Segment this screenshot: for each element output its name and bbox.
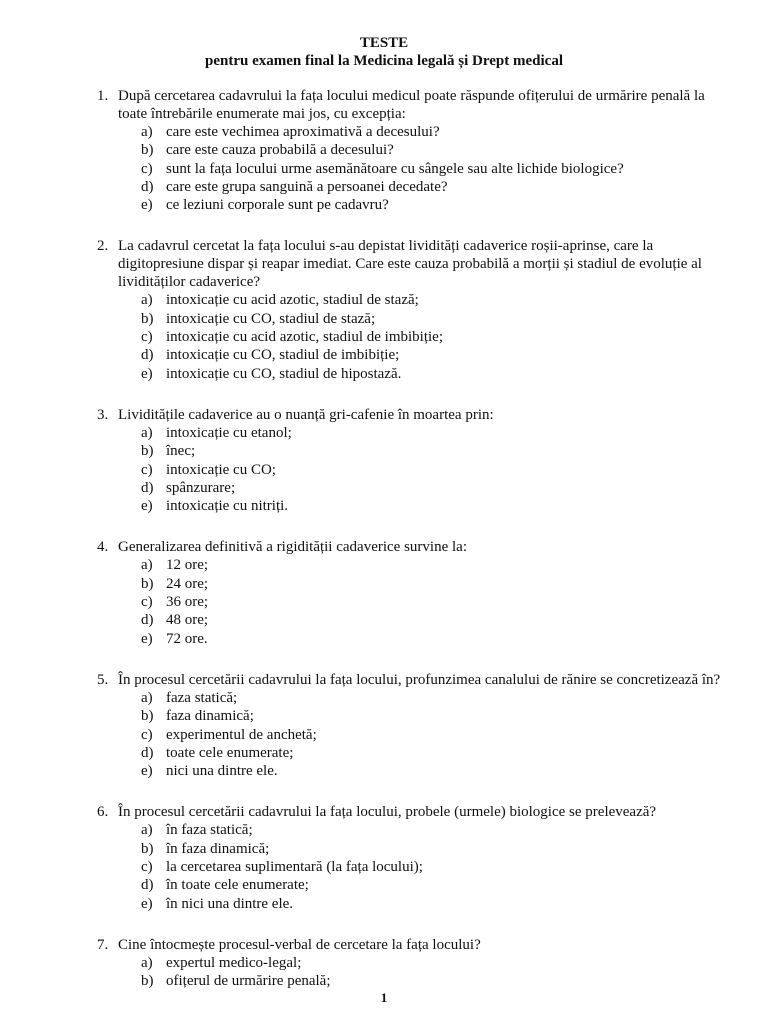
answer-option: [0, 424, 768, 442]
question-item: [0, 936, 768, 991]
answer-text: 24 ore;: [166, 575, 209, 592]
page-subtitle: pentru examen final la Medicina legală și Drept medical: [204, 53, 564, 69]
answer-option: [0, 762, 768, 780]
answer-option: [0, 497, 768, 515]
question-body: După cercetarea cadavrului la fața locului medicul poate răspunde ofițerului de urmărire penală la toate întrebările enumerate mai jos, cu excepția:: [118, 88, 705, 122]
question-text: [0, 406, 728, 424]
question-item: [0, 237, 768, 382]
answer-option: [0, 744, 768, 762]
question-number: 2.: [97, 238, 109, 255]
answer-option: [0, 310, 768, 328]
question-number: 4.: [97, 539, 109, 556]
question-item: [0, 406, 768, 515]
answer-option: [0, 196, 768, 214]
question-item: [0, 671, 768, 780]
answer-text: intoxicație cu acid azotic, stadiul de stază;: [166, 292, 419, 309]
answer-letter: e): [141, 895, 153, 912]
answer-text: intoxicație cu CO, stadiul de imbibiție;: [166, 347, 400, 364]
answer-letter: d): [141, 347, 154, 364]
answer-option: [0, 461, 768, 479]
answer-option: [0, 365, 768, 383]
answer-option: [0, 575, 768, 593]
answer-text: intoxicație cu acid azotic, stadiul de imbibiție;: [166, 329, 443, 346]
answer-letter: a): [141, 557, 153, 574]
question-list: [0, 87, 768, 1014]
answer-letter: e): [141, 197, 153, 214]
answer-letter: c): [141, 461, 153, 478]
answer-option: [0, 123, 768, 141]
answer-text: faza dinamică;: [166, 708, 254, 725]
answer-option: [0, 593, 768, 611]
answer-letter: e): [141, 498, 153, 515]
question-text: [0, 237, 728, 291]
answer-text: sunt la fața locului urme asemănătoare cu sângele sau alte lichide biologice?: [166, 160, 624, 177]
answer-option: [0, 141, 768, 159]
page-number: 1: [380, 990, 388, 1005]
answer-option: [0, 840, 768, 858]
answer-letter: b): [141, 973, 154, 990]
answer-letter: d): [141, 877, 154, 894]
answer-text: în faza dinamică;: [166, 840, 270, 857]
answer-option: [0, 876, 768, 894]
answer-option: [0, 895, 768, 913]
answer-option: [0, 479, 768, 497]
answer-letter: a): [141, 124, 153, 140]
answer-option: [0, 726, 768, 744]
answer-option: [0, 442, 768, 460]
question-item: [0, 803, 768, 912]
answer-letter: e): [141, 365, 153, 382]
answer-letter: b): [141, 575, 154, 592]
page-title: TESTE: [359, 35, 409, 51]
answer-text: intoxicație cu CO, stadiul de hipostază.: [166, 365, 402, 382]
question-text: [0, 936, 728, 954]
answer-text: expertul medico-legal;: [166, 954, 302, 971]
answer-text: care este vechimea aproximativă a decesului?: [166, 124, 440, 140]
answer-option: [0, 972, 768, 990]
answer-letter: d): [141, 178, 154, 195]
answer-text: care este grupa sanguină a persoanei decedate?: [166, 178, 448, 195]
answer-option: [0, 178, 768, 196]
answer-text: care este cauza probabilă a decesului?: [166, 142, 394, 159]
answer-text: ce leziuni corporale sunt pe cadavru?: [166, 197, 389, 214]
answer-option: [0, 707, 768, 725]
question-text: [0, 803, 728, 821]
answer-letter: a): [141, 424, 153, 441]
answer-letter: e): [141, 763, 153, 780]
answer-letter: b): [141, 310, 154, 327]
answer-letter: a): [141, 954, 153, 971]
answer-letter: c): [141, 594, 153, 611]
answer-text: toate cele enumerate;: [166, 744, 294, 761]
answer-letter: b): [141, 840, 154, 857]
answer-text: intoxicație cu CO;: [166, 461, 276, 478]
question-body: Generalizarea definitivă a rigidității cadaverice survine la:: [118, 539, 467, 556]
question-text: [0, 538, 728, 556]
answer-text: 72 ore.: [166, 630, 208, 647]
question-number: 1.: [97, 88, 109, 104]
answer-option: [0, 291, 768, 309]
answer-text: ofițerul de urmărire penală;: [166, 973, 331, 990]
question-number: 6.: [97, 804, 109, 821]
question-item: [0, 538, 768, 647]
answer-letter: a): [141, 689, 153, 706]
answer-letter: d): [141, 612, 154, 629]
answer-letter: d): [141, 479, 154, 496]
answer-option: [0, 160, 768, 178]
question-body: Cine întocmește procesul-verbal de cercetare la fața locului?: [118, 936, 481, 953]
answer-letter: b): [141, 443, 154, 460]
answer-letter: b): [141, 142, 154, 159]
answer-text: intoxicație cu CO, stadiul de stază;: [166, 310, 376, 327]
answer-letter: d): [141, 744, 154, 761]
question-body: În procesul cercetării cadavrului la fața locului, profunzimea canalului de rănire se concretizează în?: [118, 671, 721, 688]
answer-text: nici una dintre ele.: [166, 763, 278, 780]
answer-option: [0, 630, 768, 648]
answer-text: experimentul de anchetă;: [166, 726, 317, 743]
question-number: 3.: [97, 406, 109, 423]
answer-option: [0, 858, 768, 876]
answer-letter: c): [141, 726, 153, 743]
answer-option: [0, 954, 768, 972]
answer-letter: c): [141, 859, 153, 876]
answer-text: intoxicație cu etanol;: [166, 424, 292, 441]
question-number: 7.: [97, 936, 109, 953]
question-number: 5.: [97, 671, 109, 688]
question-body: Lividitățile cadaverice au o nuanță gri-cafenie în moartea prin:: [118, 406, 494, 423]
question-text: [0, 87, 728, 123]
answer-text: faza statică;: [166, 689, 238, 706]
answer-letter: a): [141, 822, 153, 839]
answer-text: 12 ore;: [166, 557, 209, 574]
answer-option: [0, 821, 768, 839]
answer-text: spânzurare;: [166, 479, 236, 496]
answer-text: 36 ore;: [166, 594, 209, 611]
answer-option: [0, 689, 768, 707]
answer-text: 48 ore;: [166, 612, 209, 629]
answer-letter: c): [141, 329, 153, 346]
answer-option: [0, 556, 768, 574]
answer-text: la cercetarea suplimentară (la fața locului);: [166, 859, 423, 876]
answer-option: [0, 611, 768, 629]
question-text: [0, 671, 728, 689]
question-body: La cadavrul cercetat la fața locului s-au depistat lividități cadaverice roșii-aprinse, care la digitopresiune dispar și reapar imediat. Care este cauza probabilă a morții și stadiul de evoluție al lividităților cadaverice?: [118, 238, 702, 291]
answer-text: în toate cele enumerate;: [166, 877, 309, 894]
answer-letter: a): [141, 292, 153, 309]
answer-text: în faza statică;: [166, 822, 253, 839]
question-item: [0, 87, 768, 214]
answer-text: înec;: [166, 443, 196, 460]
answer-text: intoxicație cu nitriți.: [166, 498, 289, 515]
answer-option: [0, 328, 768, 346]
answer-option: [0, 346, 768, 364]
question-body: În procesul cercetării cadavrului la fața locului, probele (urmele) biologice se prelevează?: [118, 804, 657, 821]
answer-letter: e): [141, 630, 153, 647]
answer-letter: b): [141, 708, 154, 725]
answer-letter: c): [141, 160, 153, 177]
answer-text: în nici una dintre ele.: [166, 895, 294, 912]
